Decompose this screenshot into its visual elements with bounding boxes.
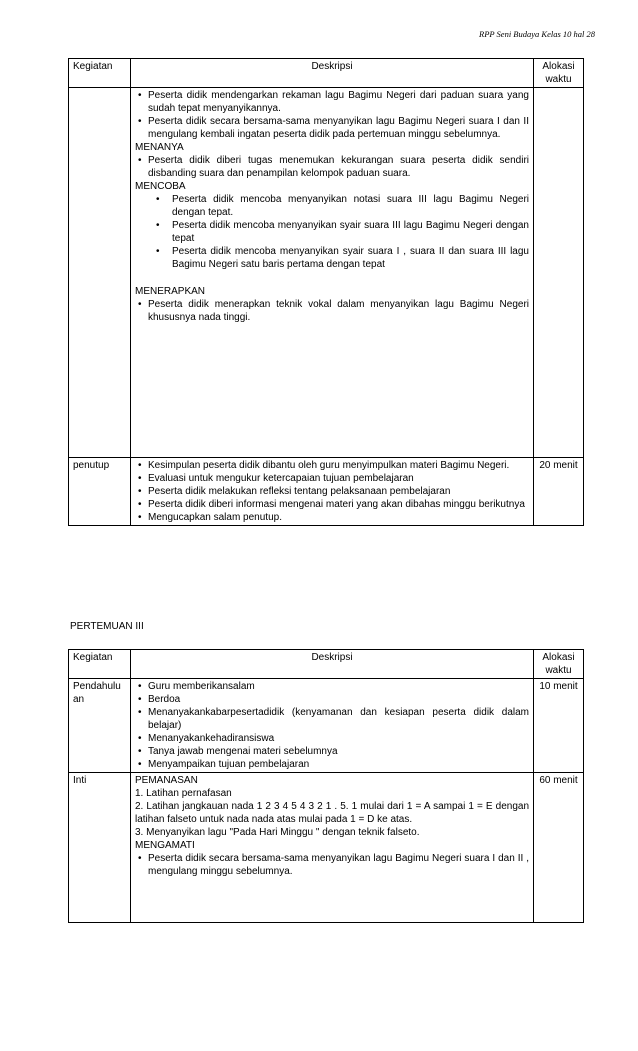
list-item: • Guru memberikansalam xyxy=(138,681,255,692)
list-item: • Peserta didik menerapkan teknik vokal dalam menyanyikan lagu Bagimu Negeri khususnya nada tinggi. xyxy=(138,299,529,323)
waktu-cell: 60 menit xyxy=(534,773,584,923)
header-alokasi-waktu: Alokasi waktu xyxy=(534,59,584,88)
list-item: • Menyampaikan tujuan pembelajaran xyxy=(138,759,310,770)
list-item: • Evaluasi untuk mengukur ketercapaian tujuan pembelajaran xyxy=(138,473,414,484)
bullet-icon: • xyxy=(138,155,142,166)
bullet-icon: • xyxy=(138,299,142,310)
table-row xyxy=(69,679,584,773)
kegiatan-cell: penutup xyxy=(69,458,131,526)
kegiatan-cell xyxy=(69,88,131,458)
waktu-cell: 10 menit xyxy=(534,679,584,773)
section-title-pemanasan: PEMANASAN xyxy=(135,775,198,786)
header-alokasi-waktu: Alokasi waktu xyxy=(534,650,584,679)
section-title-mencoba: MENCOBA xyxy=(135,181,186,192)
header-deskripsi: Deskripsi xyxy=(131,59,534,88)
list-item: • Peserta didik mencoba menyanyikan syair suara I , suara II dan suara III lagu Bagimu Negeri satu baris pertama dengan tepat xyxy=(156,246,529,270)
list-item: • Menanyakankehadiransiswa xyxy=(138,733,275,744)
list-item: • Menanyakankabarpesertadidik (kenyamanan dan kesiapan peserta didik dalam belajar) xyxy=(138,707,529,731)
table-header-row xyxy=(69,59,584,88)
list-item: • Peserta didik diberi tugas menemukan kekurangan suara peserta didik sendiri disbanding suara dan penampilan kelompok paduan suara. xyxy=(138,155,529,179)
waktu-cell: 20 menit xyxy=(534,458,584,526)
section-title-mengamati: MENGAMATI xyxy=(135,840,195,851)
activity-table-2 xyxy=(68,649,584,923)
deskripsi-cell xyxy=(131,458,534,526)
section-title-menanya: MENANYA xyxy=(135,142,184,153)
list-item: • Kesimpulan peserta didik dibantu oleh guru menyimpulkan materi Bagimu Negeri. xyxy=(138,460,510,471)
header-kegiatan: Kegiatan xyxy=(69,59,131,88)
pertemuan-title: PERTEMUAN III xyxy=(70,621,144,632)
list-item: • Peserta didik mendengarkan rekaman lagu Bagimu Negeri dari paduan suara yang sudah tepat menyanyikannya. xyxy=(138,90,529,114)
bullet-icon: • xyxy=(138,694,142,705)
bullet-icon: • xyxy=(138,853,142,864)
list-item: • Berdoa xyxy=(138,694,181,705)
bullet-icon: • xyxy=(138,116,142,127)
bullet-icon: • xyxy=(138,707,142,718)
bullet-icon: • xyxy=(138,499,142,510)
bullet-icon: • xyxy=(138,486,142,497)
bullet-icon: • xyxy=(138,512,142,523)
list-item: • Peserta didik mencoba menyanyikan notasi suara III lagu Bagimu Negeri dengan tepat. xyxy=(156,194,529,218)
bullet-icon: • xyxy=(138,746,142,757)
list-item: • Peserta didik mencoba menyanyikan syair suara III lagu Bagimu Negeri dengan tepat xyxy=(156,220,529,244)
bullet-icon: • xyxy=(138,681,142,692)
bullet-icon: • xyxy=(156,220,160,231)
section-title-menerapkan: MENERAPKAN xyxy=(135,286,206,297)
bullet-icon: • xyxy=(138,759,142,770)
waktu-cell xyxy=(534,88,584,458)
table-row xyxy=(69,88,584,458)
bullet-icon: • xyxy=(138,90,142,101)
list-item: • Peserta didik secara bersama-sama menyanyikan lagu Bagimu Negeri suara I dan II , mengulang minggu sebelumnya. xyxy=(138,853,529,877)
list-item: 1. Latihan pernafasan xyxy=(135,788,232,799)
table-row xyxy=(69,773,584,923)
table-row xyxy=(69,458,584,526)
list-item: 3. Menyanyikan lagu "Pada Hari Minggu " dengan teknik falseto. xyxy=(135,827,420,838)
list-item: • Tanya jawab mengenai materi sebelumnya xyxy=(138,746,338,757)
bullet-icon: • xyxy=(156,194,160,205)
header-deskripsi: Deskripsi xyxy=(131,650,534,679)
deskripsi-cell xyxy=(131,679,534,773)
deskripsi-cell xyxy=(131,773,534,923)
bullet-icon: • xyxy=(138,733,142,744)
kegiatan-cell: Inti xyxy=(69,773,131,923)
list-item: • Peserta didik melakukan refleksi tentang pelaksanaan pembelajaran xyxy=(138,486,451,497)
bullet-icon: • xyxy=(138,460,142,471)
list-item: 2. Latihan jangkauan nada 1 2 3 4 5 4 3 2 1 . 5. 1 mulai dari 1 = A sampai 1 = E dengan latihan falseto untuk nada nada atas mulai pada 1 = D ke atas. xyxy=(135,801,529,825)
bullet-icon: • xyxy=(156,246,160,257)
header-kegiatan: Kegiatan xyxy=(69,650,131,679)
list-item: • Peserta didik secara bersama-sama menyanyikan lagu Bagimu Negeri suara I dan II mengulang kembali ingatan peserta didik pada pertemuan minggu sebelumnya. xyxy=(138,116,529,140)
table-header-row xyxy=(69,650,584,679)
bullet-icon: • xyxy=(138,473,142,484)
list-item: • Peserta didik diberi informasi mengenai materi yang akan dibahas minggu berikutnya xyxy=(138,499,525,510)
deskripsi-cell xyxy=(131,88,534,458)
activity-table-1 xyxy=(68,58,584,526)
list-item: • Mengucapkan salam penutup. xyxy=(138,512,282,523)
kegiatan-cell: Pendahuluan xyxy=(69,679,131,773)
page-header: RPP Seni Budaya Kelas 10 hal 28 xyxy=(479,29,595,39)
